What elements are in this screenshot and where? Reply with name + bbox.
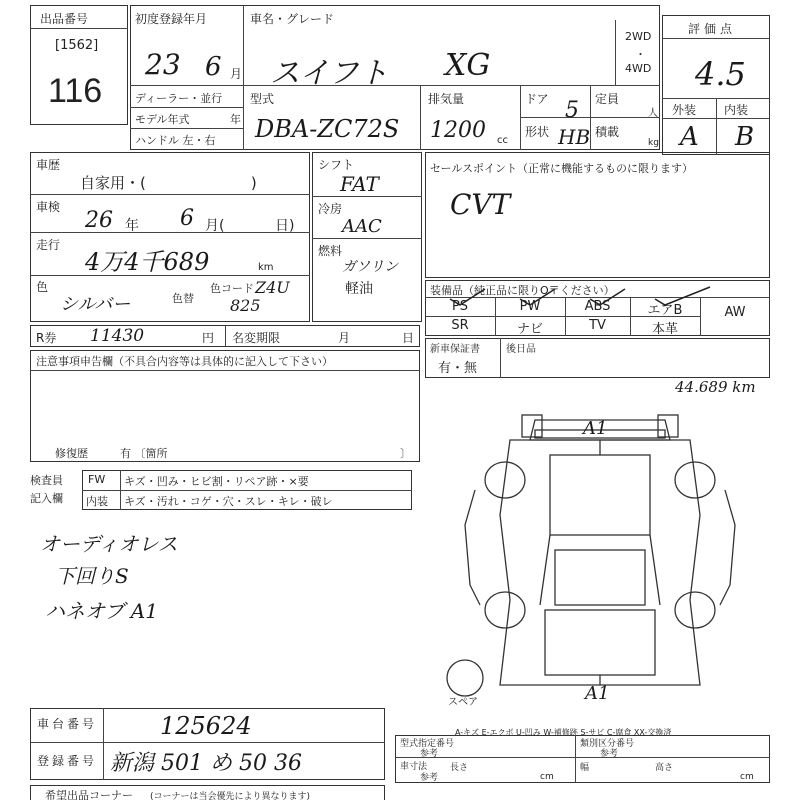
dims-height: 高さ (655, 763, 674, 773)
fuel-label: 燃料 (318, 244, 343, 258)
inspector-label2: 記入欄 (30, 492, 63, 505)
equip-label: 装備品（純正品に限りO〒ください） (430, 284, 615, 297)
lot-bracket: [1562] (55, 38, 99, 53)
mileage-label: 走行 (36, 238, 61, 252)
reg-label: 登録番号 (37, 754, 98, 768)
points-label: セールスポイント（正常に機能するものに限ります） (430, 162, 694, 175)
first-reg-year: 23 (145, 48, 181, 81)
mileage-value: 4万4千689 (85, 248, 210, 276)
inspector-fw: FW (88, 473, 106, 486)
load-label: 積載 (595, 125, 620, 139)
score-int-label: 内装 (724, 103, 749, 117)
equip-tv: TV (589, 318, 606, 333)
inspector-in-text: キズ・汚れ・コゲ・穴・スレ・キレ・破レ (124, 495, 333, 508)
equip-airbag: エアB (647, 303, 683, 318)
car-name: スイフト (270, 56, 389, 91)
history-value: 自家用・( ) (80, 174, 257, 192)
lot-label: 出品番号 (40, 12, 89, 26)
handle-label: ハンドル 左・右 (135, 134, 216, 147)
load-unit: kg (648, 138, 659, 148)
warranty-label: 新車保証書 (430, 344, 480, 355)
shaken-d-unit: 日) (275, 218, 295, 234)
corner-label: 希望出品コーナー (45, 789, 133, 800)
remark-1: オーディオレス (40, 532, 178, 556)
first-reg-label: 初度登録年月 (135, 12, 208, 26)
color-value: シルバー (60, 294, 131, 315)
legend-text: A-キズ E-エクボ U-凹み W-補修跡 S-サビ C-腐食 XX-交換済 (455, 728, 672, 737)
mileage-note: 44.689 km (675, 378, 756, 396)
model-label: 型式 (250, 92, 275, 106)
car-grade: XG (445, 48, 491, 83)
shaken-m-unit: 月( (205, 218, 225, 234)
disp-value: 1200 (430, 118, 486, 143)
first-reg-month: 6 (205, 52, 222, 82)
remark-3: ハネオブ A1 (45, 599, 158, 623)
dims-label: 車寸法 (400, 762, 428, 772)
rename-day: 日 (402, 331, 415, 345)
equip-ps: PS (451, 299, 469, 314)
car-name-label: 車名・グレード (250, 12, 335, 26)
rename-label: 名変期限 (232, 331, 281, 345)
score-int: B (735, 122, 755, 152)
model-year-unit: 年 (230, 113, 241, 126)
legend-lbl1: 型式指定番号 (400, 739, 455, 749)
car-diagram (430, 395, 770, 715)
capacity-label: 定員 (595, 92, 620, 106)
dims-length: 長さ (450, 763, 469, 773)
ac-value: AAC (342, 216, 382, 237)
fuel-alt: 軽油 (345, 281, 373, 297)
repair-close: 〕 (400, 447, 411, 460)
shaken-year: 26 (85, 208, 113, 233)
inspector-label1: 検査員 (30, 474, 63, 487)
model-year-label: モデル年式 (135, 113, 190, 126)
reg-value: 新潟 501 め 50 36 (110, 751, 302, 776)
capacity-unit: 人 (648, 108, 658, 119)
mileage-unit: km (258, 262, 274, 273)
shift-label: シフト (318, 158, 355, 172)
chassis-label: 車台番号 (37, 717, 98, 731)
repair-value: 有 〔箇所 (120, 447, 168, 460)
inspector-fw-text: キズ・凹み・ヒビ割・リペア跡・×要 (124, 475, 309, 488)
repair-label: 修復歴 (55, 447, 88, 460)
score-ext: A (680, 122, 699, 152)
score-value: 4.5 (695, 55, 746, 93)
equip-leather: 本革 (651, 322, 678, 337)
model-value: DBA-ZC72S (255, 115, 400, 143)
equip-pw: PW (519, 299, 541, 314)
recycle-unit: 円 (202, 331, 215, 345)
notes-label: 注意事項申告欄（不具合内容等は具体的に記入して下さい） (36, 355, 333, 368)
warranty-after: 後日品 (506, 344, 536, 355)
color-code-label: 色コード (210, 282, 254, 295)
diagram-bottom-mark: A1 (585, 683, 610, 704)
drive-dot: ・ (635, 48, 646, 61)
legend-lbl2: 類別区分番号 (580, 739, 635, 749)
first-reg-month-unit: 月 (230, 67, 243, 81)
drive-2wd: 2WD (625, 30, 652, 43)
ac-label: 冷房 (318, 202, 343, 216)
spare-label: スペア (448, 697, 478, 708)
equip-check-marks (430, 285, 720, 310)
color-code: Z4U (255, 278, 290, 297)
history-label: 車歴 (36, 158, 61, 172)
shaken-y-unit: 年 (125, 218, 139, 234)
disp-unit: cc (497, 135, 508, 146)
legend-ref1: 参考 (420, 749, 439, 759)
diagram-top-mark: A1 (583, 418, 608, 439)
shaken-label: 車検 (36, 200, 61, 214)
drive-4wd: 4WD (625, 62, 652, 75)
dealer-label: ディーラー・並行 (135, 92, 223, 105)
door-label: ドア (525, 92, 549, 106)
shape-value: HB (558, 125, 591, 149)
dims-length-unit: cm (540, 772, 554, 782)
dims-ref: 参考 (420, 773, 439, 783)
fuel-value: ガソリン (342, 259, 398, 275)
legend-ref2: 参考 (600, 749, 619, 759)
recycle-value: 11430 (90, 326, 145, 346)
shift-value: FAT (340, 172, 379, 196)
color-no-label: 色替 (172, 292, 194, 305)
corner-note: (コーナーは当会優先により異なります) (150, 792, 311, 800)
equip-navi: ナビ (516, 322, 543, 337)
dims-width: 幅 (580, 763, 590, 773)
shape-label: 形状 (525, 125, 550, 139)
equip-aw: AW (724, 305, 746, 320)
score-label: 評価点 (688, 22, 737, 36)
shaken-month: 6 (180, 206, 194, 231)
rename-month: 月 (338, 331, 351, 345)
inspector-in: 内装 (86, 495, 108, 508)
points-text: CVT (450, 188, 511, 221)
recycle-label: R券 (36, 331, 57, 345)
color-label: 色 (36, 280, 49, 294)
door-value: 5 (565, 98, 579, 123)
equip-abs: ABS (584, 299, 611, 314)
remark-2: 下回りS (55, 564, 129, 588)
chassis-value: 125624 (160, 712, 252, 740)
color-code2: 825 (230, 296, 261, 315)
dims-height-unit: cm (740, 772, 754, 782)
warranty-value: 有・無 (438, 361, 478, 376)
score-ext-label: 外装 (672, 103, 697, 117)
disp-label: 排気量 (428, 92, 465, 106)
lot-number: 116 (48, 72, 103, 110)
equip-sr: SR (451, 318, 469, 333)
